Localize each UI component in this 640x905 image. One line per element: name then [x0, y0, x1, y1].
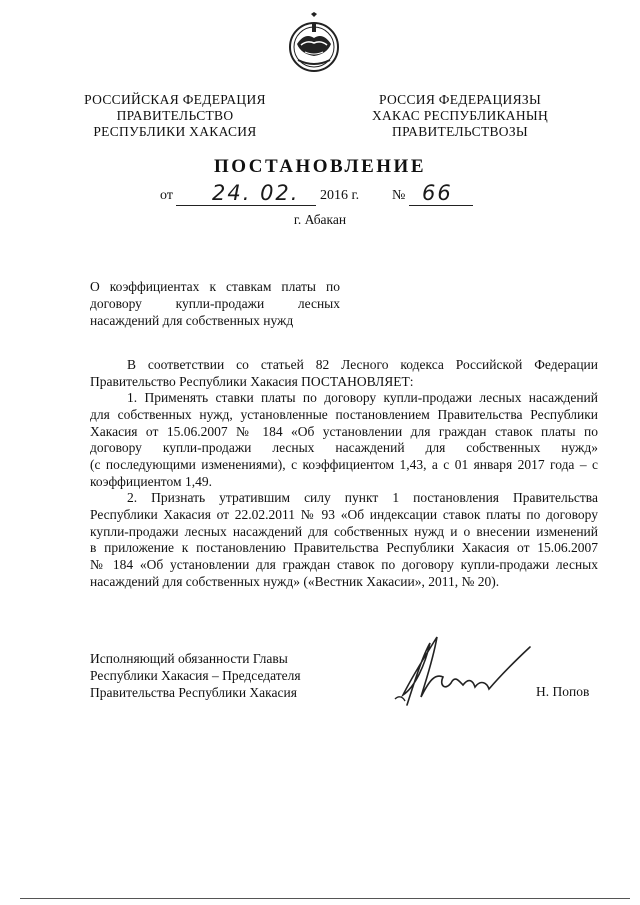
signatory-line: Исполняющий обязанности Главы — [90, 651, 288, 666]
document-subject — [90, 278, 340, 329]
body-line: купли-продажи лесных насаждений для собственных нужд и о внесении изменений — [90, 523, 598, 539]
header-right — [345, 92, 575, 140]
header-right-line: ХАКАС РЕСПУБЛИКАНЫҢ — [371, 108, 549, 123]
header-left-line: РОССИЙСКАЯ ФЕДЕРАЦИЯ — [84, 92, 266, 107]
body-paragraph-2 — [90, 490, 598, 591]
signatory-name: Н. Попов — [536, 684, 590, 699]
subject-line: насаждений для собственных нужд — [90, 313, 294, 328]
body-line: насаждений для собственных нужд» («Вестник Хакасии», 2011, № 20). — [90, 573, 500, 589]
coat-of-arms-icon — [283, 12, 345, 74]
signatory-position — [90, 650, 330, 701]
body-line: договору купли-продажи лесных насаждений для собственных нужд» — [90, 440, 598, 456]
header-left-line: РЕСПУБЛИКИ ХАКАСИЯ — [93, 124, 257, 139]
body-line: Республики Хакасия от 22.02.2011 № 93 «Об индексации ставок платы по договору — [90, 506, 598, 522]
body-line: (с последующими изменениями), с коэффициентом 1,43, а с 01 января 2017 года – с — [90, 457, 598, 473]
body-intro — [90, 357, 598, 391]
city-label: г. Абакан — [293, 212, 347, 227]
body-paragraph-1 — [90, 390, 598, 491]
number-underline — [409, 205, 473, 206]
header-left — [60, 92, 290, 140]
body-line: Хакасия от 15.06.2007 № 184 «Об установлении для граждан ставок платы по — [90, 423, 598, 439]
header-left-line: ПРАВИТЕЛЬСТВО — [116, 108, 234, 123]
body-line: 1. Применять ставки платы по договору купли-продажи лесных насаждений — [127, 390, 598, 405]
document-title: ПОСТАНОВЛЕНИЕ — [213, 156, 427, 177]
page-edge-divider — [20, 898, 630, 899]
body-line: коэффициентом 1,49. — [90, 473, 212, 489]
subject-line: О коэффициентах к ставкам платы по — [90, 279, 340, 294]
header-right-line: РОССИЯ ФЕДЕРАЦИЯЗЫ — [378, 92, 542, 107]
signatory-line: Республики Хакасия – Председателя — [90, 668, 301, 683]
header-right-line: ПРАВИТЕЛЬСТВОЗЫ — [392, 124, 528, 139]
body-line: Правительство Республики Хакасия ПОСТАНОВЛЯЕТ: — [90, 373, 414, 389]
date-handwritten: 24. 02. — [212, 181, 300, 205]
body-line: для собственных нужд, установленные постановлением Правительства Республики — [90, 406, 598, 422]
body-line: 2. Признать утратившим силу пункт 1 постановления Правительства — [127, 490, 598, 505]
body-line: № 184 «Об установлении для граждан ставок по договору купли-продажи лесных — [90, 557, 598, 573]
subject-line: договору купли-продажи лесных — [90, 296, 340, 311]
date-prefix: от — [160, 188, 173, 203]
year-label: 2016 г. — [320, 188, 360, 203]
number-sign: № — [392, 188, 406, 203]
number-handwritten: 66 — [422, 181, 453, 205]
body-line: в приложение к постановлению Правительства Республики Хакасия от 15.06.2007 — [90, 540, 598, 556]
body-line: В соответствии со статьей 82 Лесного кодекса Российской Федерации — [127, 357, 598, 372]
signatory-line: Правительства Республики Хакасия — [90, 685, 297, 700]
handwritten-signature — [385, 625, 535, 715]
date-underline — [176, 205, 316, 206]
